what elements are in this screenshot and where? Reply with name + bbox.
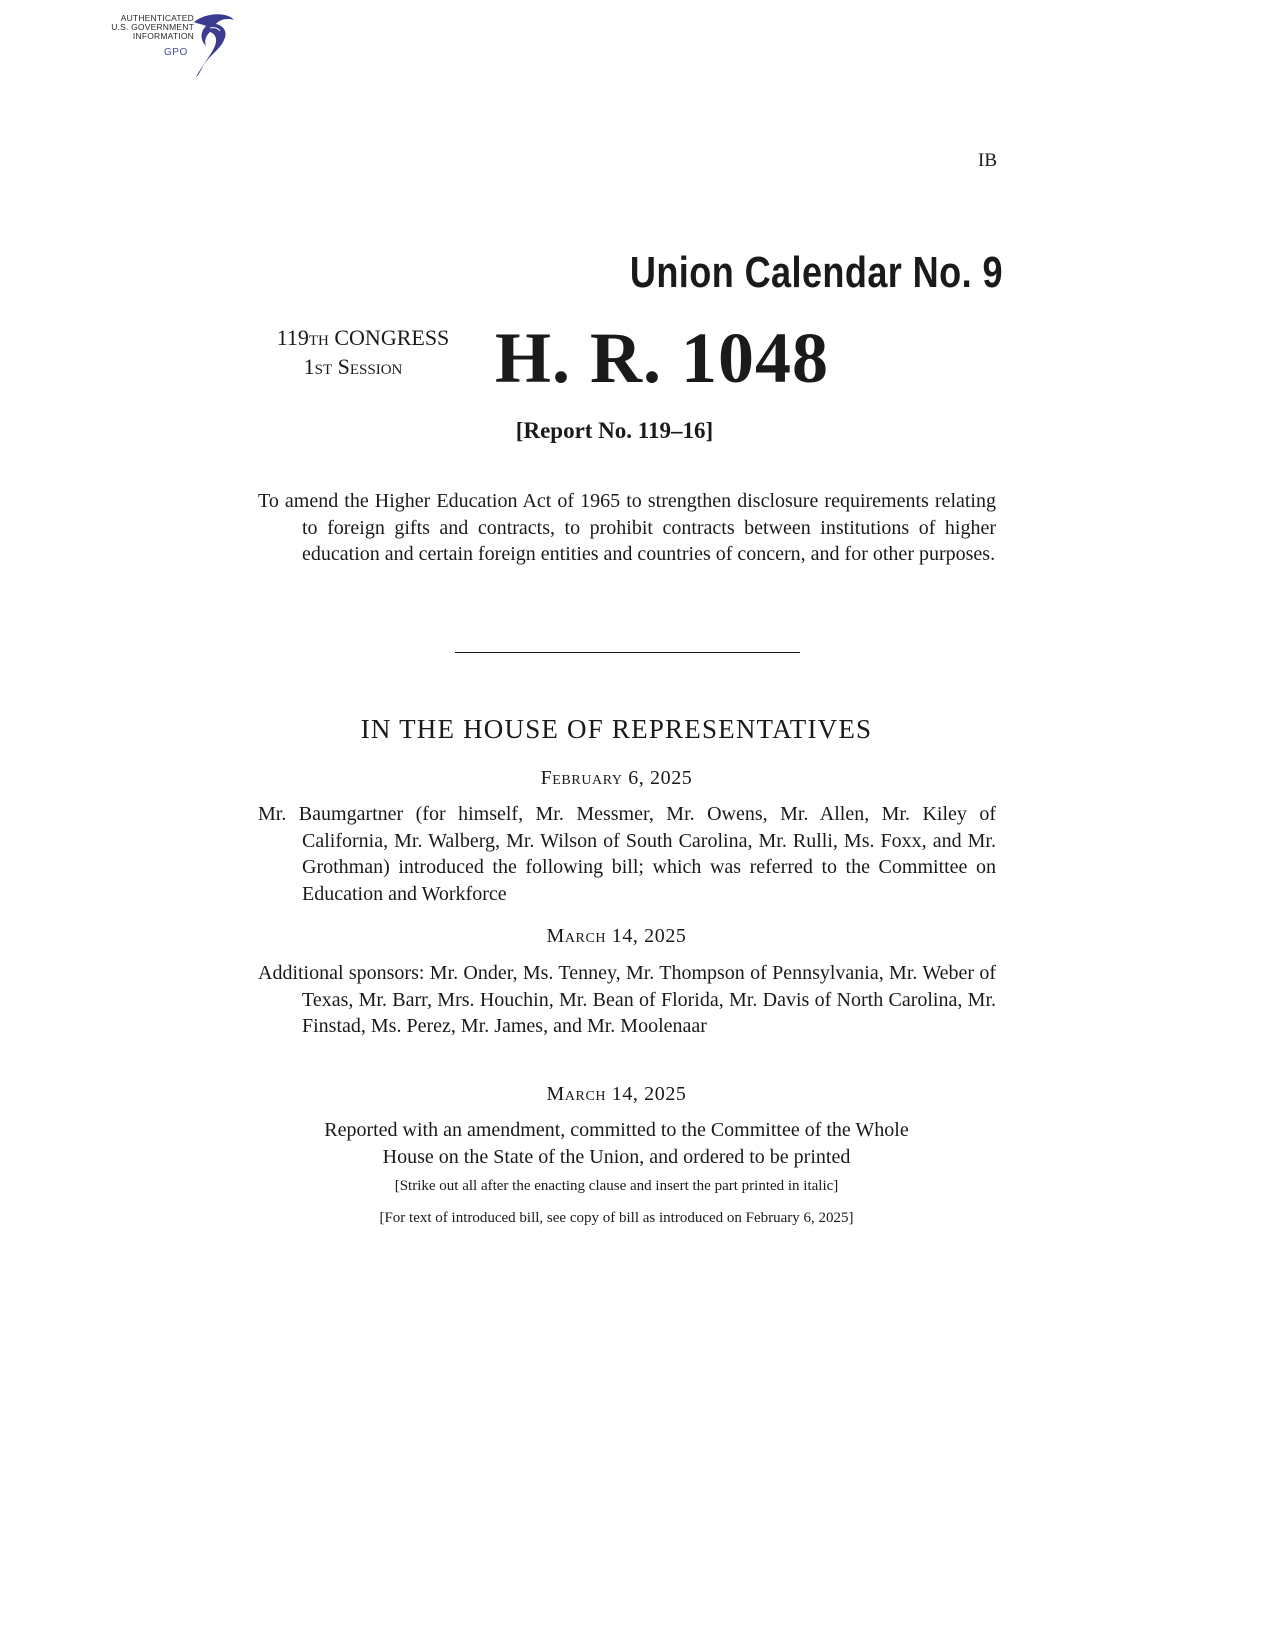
- corner-mark: IB: [978, 150, 997, 171]
- chamber-heading-text: IN THE HOUSE OF REPRESENTATIVES: [360, 714, 873, 744]
- reported-line-1: Reported with an amendment, committed to the Committee of the Whole: [324, 1119, 909, 1141]
- additional-sponsors-paragraph: Additional sponsors: Mr. Onder, Ms. Tenney, Mr. Thompson of Pennsylvania, Mr. Weber of Texas, Mr. Barr, Mrs. Houchin, Mr. Bean of Florida, Mr. Davis of North Carolina, Mr. Finstad, Ms. Perez, Mr. James, and Mr. Moolenaar: [258, 962, 996, 1037]
- strike-note: [0, 1178, 1265, 1195]
- gpo-logo-text: [111, 14, 194, 41]
- reported-line-2: House on the State of the Union, and ordered to be printed: [382, 1145, 851, 1168]
- bill-number: H. R. 1048: [495, 318, 829, 398]
- report-number: [0, 418, 1265, 444]
- session-word: Session: [337, 354, 403, 379]
- union-calendar-label: Union Calendar No. 9: [629, 248, 1003, 297]
- action-date-1-text: February 6, 2025: [540, 767, 693, 789]
- congress-number: 119: [276, 325, 309, 350]
- introduced-text-note: [0, 1210, 1265, 1227]
- gpo-logo-line-3: INFORMATION: [132, 31, 194, 41]
- report-number-text: [Report No. 119–16]: [515, 418, 714, 443]
- strike-note-text: [Strike out all after the enacting clause and insert the part printed in italic]: [394, 1178, 839, 1194]
- congress-ordinal: TH: [308, 333, 329, 349]
- action-date-2: [0, 925, 1265, 948]
- congress-line: [258, 325, 468, 354]
- gpo-authentication-logo: [100, 10, 240, 78]
- congress-word: CONGRESS: [334, 325, 450, 350]
- introduced-text-note-text: [For text of introduced bill, see copy of bill as introduced on February 6, 2025]: [379, 1210, 854, 1226]
- chamber-heading: [0, 714, 1265, 745]
- action-date-3: [0, 1083, 1265, 1106]
- action-date-3-text: March 14, 2025: [546, 1083, 687, 1105]
- session-line: [248, 354, 458, 383]
- eagle-icon: [184, 10, 240, 78]
- divider-rule: [455, 652, 800, 653]
- session-number: 1: [303, 354, 315, 379]
- action-date-1: [0, 767, 1265, 790]
- action-date-2-text: March 14, 2025: [546, 925, 687, 947]
- gpo-abbreviation: GPO: [164, 47, 188, 58]
- congress-session-block: [258, 325, 468, 383]
- gpo-logo-line-1: AUTHENTICATED: [120, 13, 194, 23]
- reported-paragraph: [0, 1117, 1265, 1170]
- introduction-paragraph: Mr. Baumgartner (for himself, Mr. Messmer, Mr. Owens, Mr. Allen, Mr. Kiley of California, Mr. Walberg, Mr. Wilson of South Carolina, Mr. Rulli, Ms. Foxx, and Mr. Grothman) introduced the following bill; which was referred to the Committee on Education and Workforce: [258, 803, 996, 905]
- bill-purpose: To amend the Higher Education Act of 1965 to strengthen disclosure requirements relating to foreign gifts and contracts, to prohibit contracts between institutions of higher education and certain foreign entities and countries of concern, and for other purposes.: [258, 490, 996, 565]
- gpo-logo-line-2: U.S. GOVERNMENT: [111, 22, 194, 32]
- session-ordinal: ST: [314, 362, 333, 378]
